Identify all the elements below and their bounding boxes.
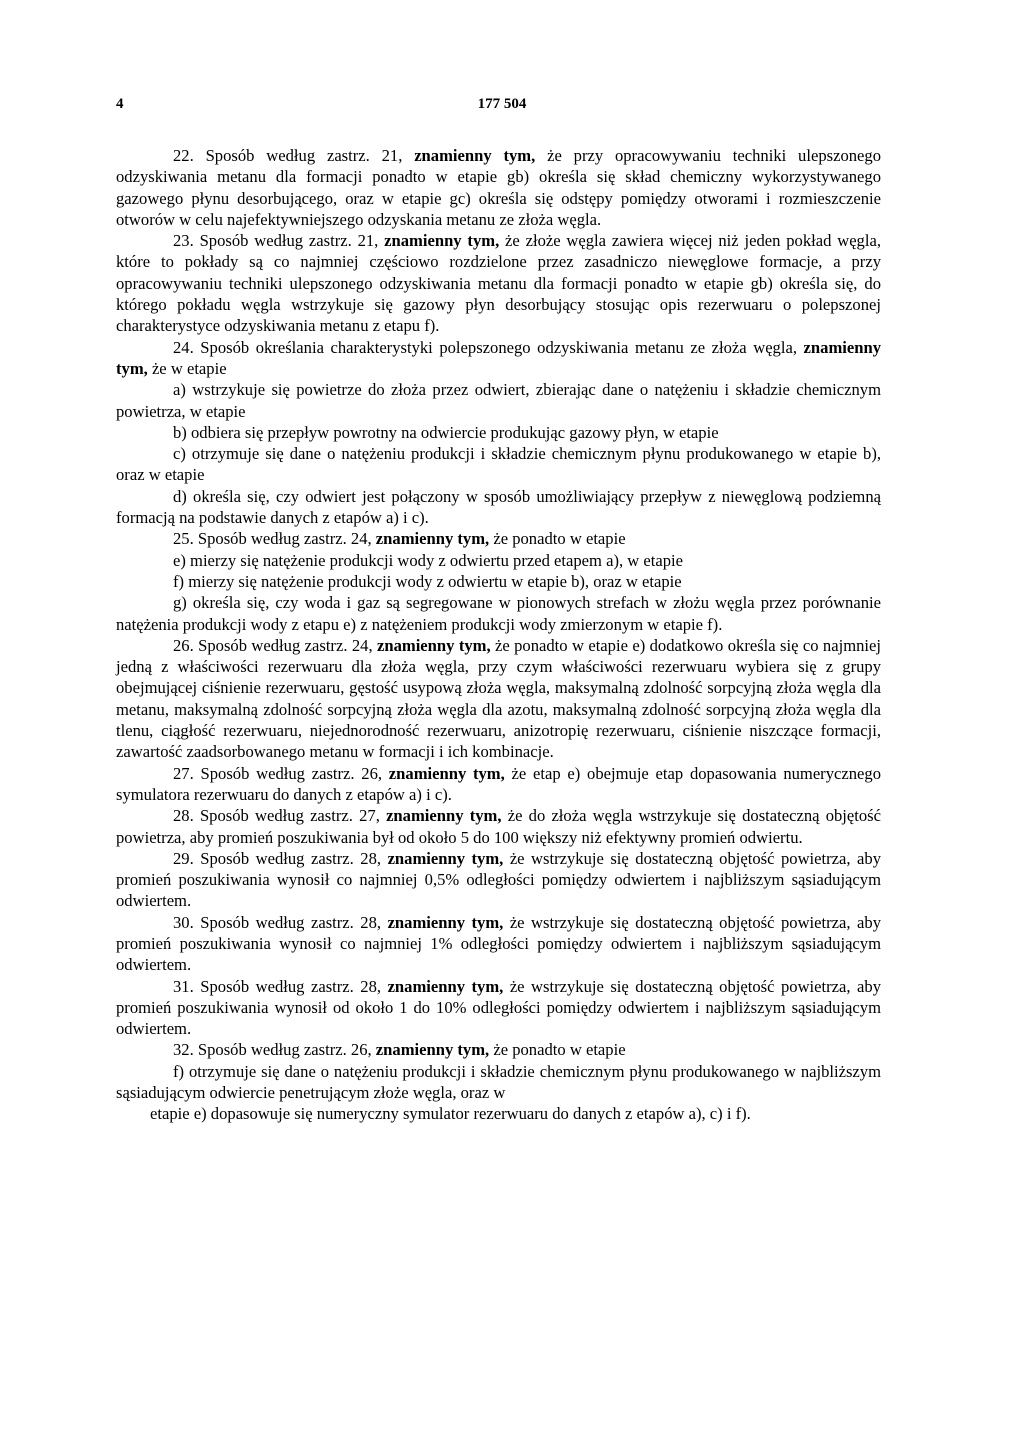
- claim-paragraph: [116, 379, 881, 422]
- claim-text: że złoże węgla zawiera więcej niż jeden pokład węgla, które to pokłady są co najmniej częściowo rozdzielone przez zasadniczo niewęglowe formacje, a przy opracowywaniu techniki ulepszonego odzyskiwania metanu dla formacji ponadto w etapie gb) określa się, do którego pokładu węgla wstrzykuje się gazowy płyn desorbujący stosując opis rezerwuaru o polepszonej charakterystyce odzyskiwania metanu z etapu f).: [116, 231, 881, 336]
- claim-text: etapie e) dopasowuje się numeryczny symulator rezerwuaru do danych z etapów a), c) i f).: [150, 1104, 751, 1124]
- claim-text: że przy opracowywaniu techniki ulepszonego odzyskiwania metanu dla formacji ponadto w etapie gb) określa się skład chemiczny wykorzystywanego gazowego płynu desorbującego, oraz w etapie gc) określa się odstępy pomiędzy otworami i rozmieszczenie otworów w celu najefektywniejszego odzyskania metanu ze złoża węgla.: [116, 146, 881, 229]
- claim-paragraph: [116, 1061, 881, 1104]
- claims-text: [116, 145, 881, 1125]
- page-header: [0, 96, 1024, 118]
- claim-text: że ponadto w etapie: [489, 1040, 626, 1060]
- claim-paragraph: [116, 635, 881, 763]
- claim-text: że etap e) obejmuje etap dopasowania numerycznego symulatora rezerwuaru do danych z etapów a) i c).: [116, 763, 881, 804]
- claim-text: że wstrzykuje się dostateczną objętość powietrza, aby promień poszukiwania wynosił od około 1 do 10% odległości pomiędzy odwiertem i najbliższym sąsiadującym odwiertem.: [116, 976, 882, 1039]
- claim-paragraph: [116, 443, 881, 486]
- claim-paragraph: [116, 528, 881, 549]
- claim-keyword: znamienny tym,: [386, 806, 502, 826]
- claim-text: 26. Sposób według zastrz. 24,: [173, 635, 377, 655]
- claim-text: 32. Sposób według zastrz. 26,: [173, 1040, 376, 1060]
- claim-paragraph: [116, 976, 881, 1040]
- claim-text: że wstrzykuje się dostateczną objętość powietrza, aby promień poszukiwania wynosił co najmniej 1% odległości pomiędzy odwiertem i najbliższym sąsiadującym odwiertem.: [116, 912, 882, 975]
- claim-paragraph: [116, 337, 881, 380]
- claim-text: d) określa się, czy odwiert jest połączony w sposób umożliwiający przepływ z niewęglową podziemną formacją na podstawie danych z etapów a) i c).: [116, 486, 881, 528]
- claim-paragraph: [116, 145, 881, 230]
- claim-keyword: znamienny tym,: [387, 848, 504, 868]
- claim-text: e) mierzy się natężenie produkcji wody z odwiertu przed etapem a), w etapie: [173, 550, 684, 570]
- claim-text: że ponadto w etapie: [489, 529, 626, 549]
- patent-number: 177 504: [477, 96, 527, 112]
- claim-text: 29. Sposób według zastrz. 28,: [173, 848, 388, 868]
- claim-text: a) wstrzykuje się powietrze do złoża przez odwiert, zbierając dane o natężeniu i składzie chemicznym powietrza, w etapie: [116, 380, 881, 421]
- claim-paragraph: [116, 592, 881, 635]
- claim-keyword: znamienny tym,: [376, 635, 491, 655]
- claim-text: 28. Sposób według zastrz. 27,: [173, 806, 387, 826]
- claim-paragraph: [116, 912, 881, 976]
- claim-keyword: znamienny tym,: [387, 912, 504, 932]
- claim-keyword: znamienny tym,: [388, 763, 505, 783]
- claim-paragraph: [116, 230, 881, 336]
- claim-text: g) określa się, czy woda i gaz są segregowane w pionowych strefach w złożu węgla przez porównanie natężenia produkcji wody z etapu e) z natężeniem produkcji wody zmierzonym w etapie f).: [116, 593, 881, 634]
- claim-paragraph: [116, 763, 881, 806]
- claim-keyword: znamienny tym,: [116, 337, 881, 378]
- claim-text: że w etapie: [147, 358, 227, 378]
- claim-paragraph: [116, 1103, 881, 1124]
- claim-text: f) mierzy się natężenie produkcji wody z odwiertu w etapie b), oraz w etapie: [173, 571, 682, 591]
- claim-paragraph: [116, 422, 881, 443]
- claim-keyword: znamienny tym,: [375, 529, 490, 549]
- claim-paragraph: [116, 486, 881, 529]
- claim-paragraph: [116, 1039, 881, 1060]
- claim-text: że ponadto w etapie e) dodatkowo określa się co najmniej jedną z właściwości rezerwuaru dla złoża węgla, przy czym właściwości rezerwuaru wybiera się z grupy obejmującej ciśnienie rezerwuaru, gęstość usypową złoża węgla, maksymalną zdolność sorpcyjną złoża węgla dla metanu, maksymalną zdolność sorpcyjną złoża węgla dla azotu, maksymalną zdolność sorpcyjną złoża węgla dla tlenu, ciągłość rezerwuaru, niejednorodność rezerwuaru, anizotropię rezerwuaru, ciśnienie niszczące formacji, zawartość zaadsorbowanego metanu w formacji i ich kombinacje.: [116, 635, 881, 762]
- claim-keyword: znamienny tym,: [375, 1040, 490, 1060]
- claim-keyword: znamienny tym,: [384, 231, 500, 251]
- claim-text: 23. Sposób według zastrz. 21,: [173, 231, 385, 251]
- claim-paragraph: [116, 805, 881, 848]
- claim-text: 31. Sposób według zastrz. 28,: [173, 976, 388, 996]
- claim-text: 25. Sposób według zastrz. 24,: [173, 529, 376, 549]
- claim-text: 27. Sposób według zastrz. 26,: [173, 763, 389, 783]
- claim-text: 22. Sposób według zastrz. 21,: [173, 146, 415, 165]
- claim-text: f) otrzymuje się dane o natężeniu produkcji i składzie chemicznym płynu produkowanego w najbliższym sąsiadującym odwiercie penetrującym złoże węgla, oraz w: [116, 1061, 881, 1103]
- claim-text: c) otrzymuje się dane o natężeniu produkcji i składzie chemicznym płynu produkowanego w etapie b), oraz w etapie: [116, 444, 881, 485]
- claim-paragraph: [116, 848, 881, 912]
- claim-text: że do złoża węgla wstrzykuje się dostateczną objętość powietrza, aby promień poszukiwania był od około 5 do 100 większy niż efektywny promień odwiertu.: [116, 806, 882, 847]
- claim-paragraph: [116, 550, 881, 571]
- claim-keyword: znamienny tym,: [387, 976, 504, 996]
- claim-paragraph: [116, 571, 881, 592]
- claim-text: b) odbiera się przepływ powrotny na odwiercie produkując gazowy płyn, w etapie: [173, 422, 719, 442]
- claim-keyword: znamienny tym,: [414, 146, 536, 165]
- page-number: 4: [116, 96, 124, 112]
- claim-text: że wstrzykuje się dostateczną objętość powietrza, aby promień poszukiwania wynosił co najmniej 0,5% odległości pomiędzy odwiertem i najbliższym sąsiadującym odwiertem.: [116, 848, 882, 911]
- claim-text: 30. Sposób według zastrz. 28,: [173, 912, 388, 932]
- claim-text: 24. Sposób określania charakterystyki polepszonego odzyskiwania metanu ze złoża węgla,: [173, 337, 804, 357]
